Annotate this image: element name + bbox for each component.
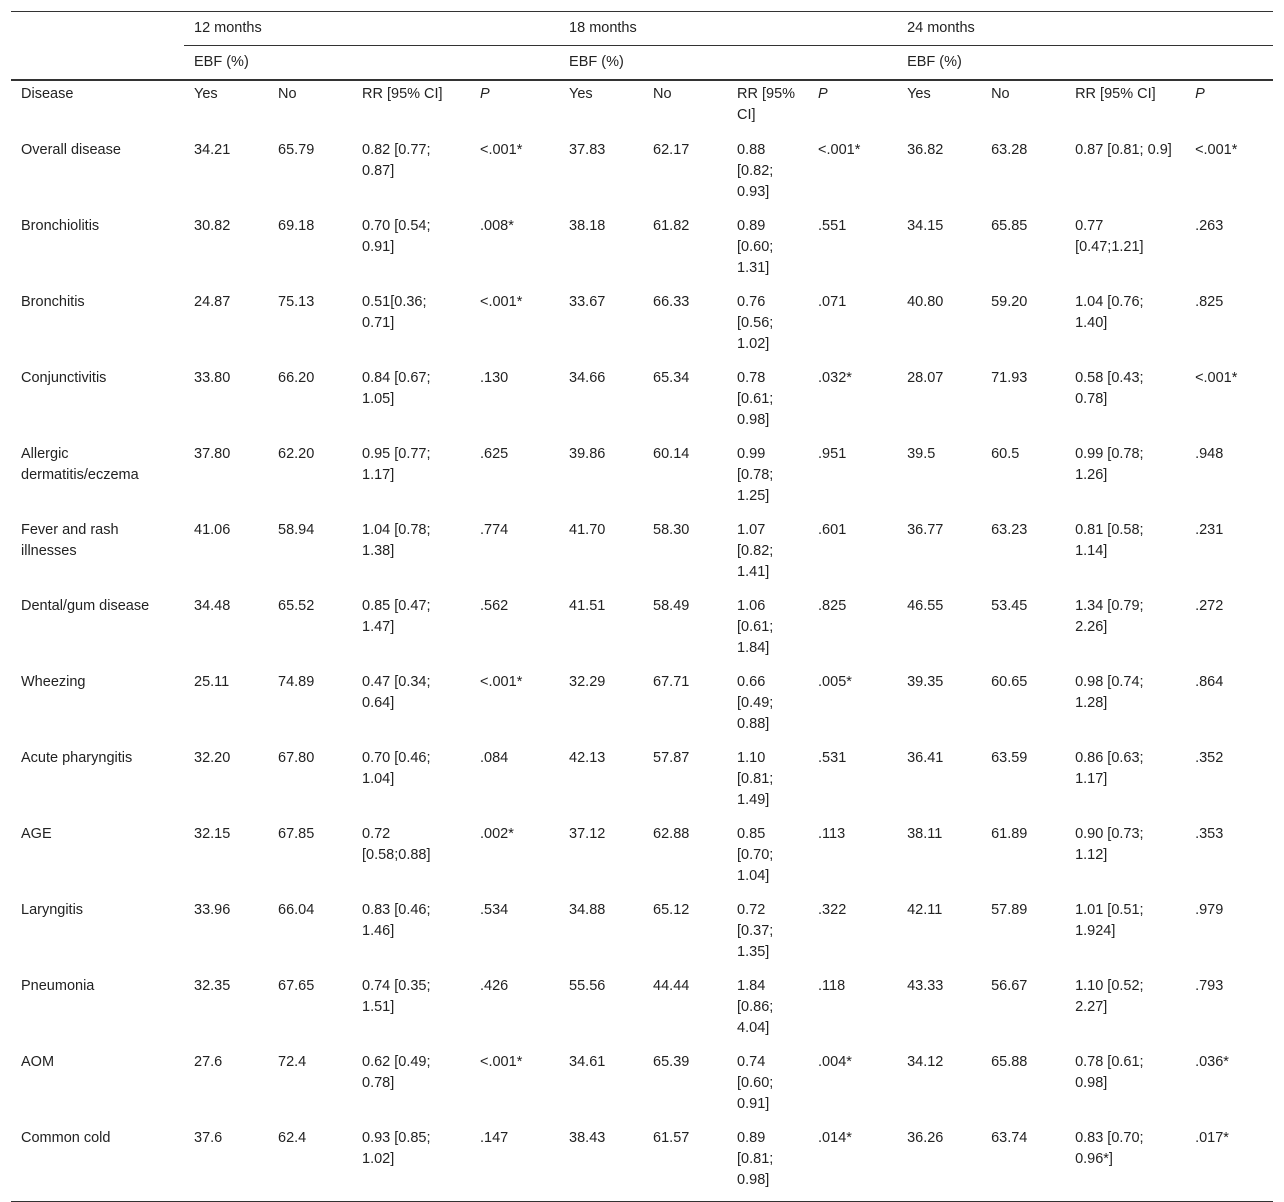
cell-18-p: .014* bbox=[808, 1115, 897, 1202]
cell-12-yes: 34.21 bbox=[194, 142, 231, 158]
cell-12-yes: 37.80 bbox=[194, 446, 231, 462]
cell-18-no: 65.12 bbox=[653, 902, 690, 918]
cell-24-no: 59.20 bbox=[991, 294, 1028, 310]
cell-24-rr: 0.98 [0.74; 1.28] bbox=[1075, 674, 1144, 711]
cell-18-no: 58.49 bbox=[653, 598, 690, 614]
ebf-disease-table bbox=[11, 11, 1273, 1202]
col-24-p: P bbox=[1195, 86, 1205, 102]
col-24-yes: Yes bbox=[907, 86, 931, 102]
cell-12-yes: 32.15 bbox=[194, 826, 231, 842]
cell-18-p: .601 bbox=[818, 522, 847, 538]
cell-24-no: 71.93 bbox=[991, 370, 1028, 386]
cell-24-rr: 0.58 [0.43; 0.78] bbox=[1075, 370, 1144, 407]
cell-18-yes: 55.56 bbox=[569, 978, 606, 994]
cell-disease: Fever and rash illnesses bbox=[21, 522, 119, 559]
cell-24-p: .272 bbox=[1195, 598, 1224, 614]
cell-12-p: .625 bbox=[480, 446, 509, 462]
cell-24-yes: 36.26 bbox=[897, 1115, 981, 1202]
cell-12-p: .562 bbox=[480, 598, 509, 614]
cell-12-rr: 0.47 [0.34; 0.64] bbox=[362, 674, 431, 711]
cell-18-p: .951 bbox=[818, 446, 847, 462]
cell-disease: Overall disease bbox=[21, 142, 121, 158]
cell-12-no: 65.52 bbox=[278, 598, 315, 614]
cell-24-rr: 0.87 [0.81; 0.9] bbox=[1075, 142, 1172, 158]
cell-24-no: 53.45 bbox=[991, 598, 1028, 614]
cell-18-p: .825 bbox=[818, 598, 847, 614]
cell-12-no: 74.89 bbox=[278, 674, 315, 690]
cell-24-yes: 36.77 bbox=[907, 522, 944, 538]
cell-12-no: 67.80 bbox=[278, 750, 315, 766]
cell-12-yes: 32.35 bbox=[194, 978, 231, 994]
cell-18-p: <.001* bbox=[818, 142, 861, 158]
cell-24-p: .793 bbox=[1195, 978, 1224, 994]
cell-12-rr: 1.04 [0.78; 1.38] bbox=[362, 522, 431, 559]
cell-18-yes: 34.61 bbox=[569, 1054, 606, 1070]
cell-18-rr: 0.89 [0.60; 1.31] bbox=[737, 218, 774, 276]
cell-12-rr: 0.72 [0.58;0.88] bbox=[362, 826, 431, 863]
col-12-no: No bbox=[278, 86, 297, 102]
cell-12-yes: 33.96 bbox=[194, 902, 231, 918]
table-body bbox=[11, 128, 1273, 1202]
cell-12-p: <.001* bbox=[480, 1054, 523, 1070]
cell-12-no: 67.85 bbox=[278, 826, 315, 842]
table-row bbox=[11, 128, 1273, 203]
cell-18-no: 65.34 bbox=[653, 370, 690, 386]
subgroup-24-ebf: EBF (%) bbox=[897, 46, 1273, 81]
table-row bbox=[11, 735, 1273, 811]
cell-18-no: 61.82 bbox=[653, 218, 690, 234]
cell-disease: Wheezing bbox=[21, 674, 86, 690]
cell-24-p: .948 bbox=[1195, 446, 1224, 462]
cell-12-p: .008* bbox=[480, 218, 514, 234]
table-row bbox=[11, 583, 1273, 659]
cell-18-yes: 42.13 bbox=[569, 750, 606, 766]
cell-18-p: .531 bbox=[818, 750, 847, 766]
cell-24-rr: 0.78 [0.61; 0.98] bbox=[1075, 1054, 1144, 1091]
cell-disease: Pneumonia bbox=[21, 978, 95, 994]
cell-24-no: 60.65 bbox=[991, 674, 1028, 690]
cell-24-yes: 28.07 bbox=[907, 370, 944, 386]
col-12-p: P bbox=[480, 86, 490, 102]
cell-12-yes: 33.80 bbox=[194, 370, 231, 386]
cell-18-yes: 37.83 bbox=[569, 142, 606, 158]
cell-18-yes: 38.43 bbox=[559, 1115, 643, 1202]
cell-24-yes: 36.41 bbox=[907, 750, 944, 766]
cell-12-p: <.001* bbox=[480, 674, 523, 690]
cell-12-no: 62.4 bbox=[268, 1115, 352, 1202]
table-row bbox=[11, 659, 1273, 735]
cell-24-rr: 0.86 [0.63; 1.17] bbox=[1075, 750, 1144, 787]
table-row bbox=[11, 1115, 1273, 1202]
cell-18-yes: 38.18 bbox=[569, 218, 606, 234]
col-18-no: No bbox=[653, 86, 672, 102]
group-24-months: 24 months bbox=[897, 12, 1273, 46]
cell-12-yes: 24.87 bbox=[194, 294, 231, 310]
cell-disease: Bronchiolitis bbox=[21, 218, 100, 234]
cell-24-no: 57.89 bbox=[991, 902, 1028, 918]
cell-12-rr: 0.93 [0.85; 1.02] bbox=[352, 1115, 470, 1202]
cell-12-rr: 0.95 [0.77; 1.17] bbox=[362, 446, 431, 483]
cell-12-no: 69.18 bbox=[278, 218, 315, 234]
cell-24-p: .036* bbox=[1195, 1054, 1229, 1070]
table-row bbox=[11, 355, 1273, 431]
cell-12-no: 66.20 bbox=[278, 370, 315, 386]
group-18-months: 18 months bbox=[559, 12, 897, 46]
cell-12-rr: 0.84 [0.67; 1.05] bbox=[362, 370, 431, 407]
cell-12-p: .774 bbox=[480, 522, 509, 538]
table-row bbox=[11, 963, 1273, 1039]
cell-disease: AGE bbox=[21, 826, 52, 842]
cell-12-rr: 0.51[0.36; 0.71] bbox=[362, 294, 427, 331]
cell-12-yes: 25.11 bbox=[194, 674, 230, 690]
cell-12-yes: 34.48 bbox=[194, 598, 231, 614]
cell-24-p: .353 bbox=[1195, 826, 1224, 842]
cell-12-no: 75.13 bbox=[278, 294, 315, 310]
cell-18-no: 58.30 bbox=[653, 522, 690, 538]
cell-18-p: .551 bbox=[818, 218, 847, 234]
header-blank-cell bbox=[11, 12, 184, 46]
cell-disease: Dental/gum disease bbox=[21, 598, 150, 614]
cell-18-p: .113 bbox=[818, 826, 846, 842]
results-table-container bbox=[11, 11, 1273, 1202]
table-row bbox=[11, 887, 1273, 963]
cell-18-yes: 32.29 bbox=[569, 674, 606, 690]
cell-12-p: .002* bbox=[480, 826, 514, 842]
cell-24-rr: 1.01 [0.51; 1.924] bbox=[1075, 902, 1144, 939]
table-row bbox=[11, 431, 1273, 507]
group-header-row bbox=[11, 12, 1273, 46]
col-disease: Disease bbox=[21, 86, 74, 102]
table-row bbox=[11, 203, 1273, 279]
cell-12-yes: 30.82 bbox=[194, 218, 231, 234]
cell-24-p: .231 bbox=[1195, 522, 1224, 538]
cell-24-yes: 42.11 bbox=[907, 902, 943, 918]
cell-12-no: 66.04 bbox=[278, 902, 315, 918]
cell-18-rr: 1.07 [0.82; 1.41] bbox=[737, 522, 774, 580]
cell-24-rr: 0.90 [0.73; 1.12] bbox=[1075, 826, 1144, 863]
cell-18-p: .032* bbox=[818, 370, 852, 386]
table-row bbox=[11, 279, 1273, 355]
cell-12-rr: 0.70 [0.54; 0.91] bbox=[362, 218, 431, 255]
cell-18-rr: 0.85 [0.70; 1.04] bbox=[737, 826, 774, 884]
cell-24-yes: 36.82 bbox=[907, 142, 944, 158]
cell-18-rr: 1.06 [0.61; 1.84] bbox=[737, 598, 774, 656]
cell-12-no: 72.4 bbox=[278, 1054, 307, 1070]
cell-24-rr: 1.10 [0.52; 2.27] bbox=[1075, 978, 1144, 1015]
cell-24-p: .017* bbox=[1185, 1115, 1273, 1202]
cell-24-yes: 46.55 bbox=[907, 598, 944, 614]
table-row bbox=[11, 507, 1273, 583]
cell-24-rr: 0.83 [0.70; 0.96*] bbox=[1065, 1115, 1185, 1202]
cell-18-yes: 41.70 bbox=[569, 522, 606, 538]
cell-18-no: 61.57 bbox=[643, 1115, 727, 1202]
cell-18-no: 60.14 bbox=[653, 446, 690, 462]
cell-24-no: 63.28 bbox=[991, 142, 1028, 158]
col-12-yes: Yes bbox=[194, 86, 218, 102]
cell-12-rr: 0.62 [0.49; 0.78] bbox=[362, 1054, 431, 1091]
cell-12-no: 62.20 bbox=[278, 446, 315, 462]
cell-18-p: .322 bbox=[818, 902, 847, 918]
cell-18-no: 62.17 bbox=[653, 142, 690, 158]
cell-18-rr: 0.89 [0.81; 0.98] bbox=[727, 1115, 808, 1202]
cell-24-no: 65.88 bbox=[991, 1054, 1028, 1070]
subheader-blank-cell bbox=[11, 46, 184, 81]
table-row bbox=[11, 1039, 1273, 1115]
subgroup-header-row bbox=[11, 46, 1273, 81]
cell-24-yes: 43.33 bbox=[907, 978, 944, 994]
cell-12-p: .084 bbox=[480, 750, 509, 766]
cell-disease: Acute pharyngitis bbox=[21, 750, 133, 766]
cell-18-yes: 33.67 bbox=[569, 294, 606, 310]
cell-18-rr: 0.88 [0.82; 0.93] bbox=[737, 142, 774, 200]
col-18-p: P bbox=[818, 86, 828, 102]
cell-18-rr: 0.76 [0.56; 1.02] bbox=[737, 294, 774, 352]
cell-24-rr: 0.99 [0.78; 1.26] bbox=[1075, 446, 1144, 483]
cell-18-p: .071 bbox=[818, 294, 847, 310]
cell-12-p: .130 bbox=[480, 370, 509, 386]
cell-12-no: 67.65 bbox=[278, 978, 315, 994]
cell-12-no: 65.79 bbox=[278, 142, 315, 158]
cell-12-yes: 41.06 bbox=[194, 522, 231, 538]
cell-24-p: .352 bbox=[1195, 750, 1224, 766]
cell-12-no: 58.94 bbox=[278, 522, 315, 538]
cell-24-p: .825 bbox=[1195, 294, 1224, 310]
cell-disease: Allergic dermatitis/eczema bbox=[21, 446, 139, 483]
cell-24-p: <.001* bbox=[1195, 142, 1238, 158]
cell-12-rr: 0.85 [0.47; 1.47] bbox=[362, 598, 431, 635]
cell-18-no: 66.33 bbox=[653, 294, 690, 310]
table-row bbox=[11, 811, 1273, 887]
cell-12-yes: 32.20 bbox=[194, 750, 231, 766]
cell-disease: Laryngitis bbox=[21, 902, 84, 918]
cell-18-no: 65.39 bbox=[653, 1054, 690, 1070]
cell-24-rr: 0.81 [0.58; 1.14] bbox=[1075, 522, 1144, 559]
cell-18-rr: 0.78 [0.61; 0.98] bbox=[737, 370, 774, 428]
cell-18-p: .005* bbox=[818, 674, 852, 690]
cell-18-yes: 34.66 bbox=[569, 370, 606, 386]
cell-18-rr: 1.10 [0.81; 1.49] bbox=[737, 750, 774, 808]
cell-24-no: 60.5 bbox=[991, 446, 1020, 462]
cell-24-p: .263 bbox=[1195, 218, 1224, 234]
cell-18-yes: 41.51 bbox=[569, 598, 606, 614]
cell-disease: Conjunctivitis bbox=[21, 370, 107, 386]
cell-24-p: <.001* bbox=[1195, 370, 1238, 386]
cell-24-yes: 34.12 bbox=[907, 1054, 944, 1070]
cell-18-no: 62.88 bbox=[653, 826, 690, 842]
cell-18-rr: 0.99 [0.78; 1.25] bbox=[737, 446, 774, 504]
cell-12-p: <.001* bbox=[480, 142, 523, 158]
cell-24-yes: 39.5 bbox=[907, 446, 936, 462]
cell-12-p: .147 bbox=[470, 1115, 559, 1202]
cell-24-yes: 34.15 bbox=[907, 218, 944, 234]
cell-24-yes: 38.11 bbox=[907, 826, 943, 842]
cell-24-p: .979 bbox=[1195, 902, 1224, 918]
cell-18-no: 57.87 bbox=[653, 750, 690, 766]
cell-18-yes: 34.88 bbox=[569, 902, 606, 918]
cell-18-yes: 37.12 bbox=[569, 826, 606, 842]
cell-disease: Common cold bbox=[11, 1115, 184, 1202]
column-header-row bbox=[11, 80, 1273, 128]
cell-24-rr: 0.77 [0.47;1.21] bbox=[1075, 218, 1144, 255]
group-12-months: 12 months bbox=[184, 12, 559, 46]
subgroup-18-ebf: EBF (%) bbox=[559, 46, 897, 81]
cell-18-rr: 0.72 [0.37; 1.35] bbox=[737, 902, 774, 960]
cell-24-no: 63.74 bbox=[981, 1115, 1065, 1202]
cell-12-yes: 27.6 bbox=[194, 1054, 223, 1070]
cell-24-yes: 39.35 bbox=[907, 674, 944, 690]
cell-12-p: .534 bbox=[480, 902, 509, 918]
cell-18-no: 67.71 bbox=[653, 674, 690, 690]
cell-18-p: .118 bbox=[818, 978, 846, 994]
col-24-rr: RR [95% CI] bbox=[1075, 86, 1156, 102]
cell-12-rr: 0.82 [0.77; 0.87] bbox=[362, 142, 431, 179]
cell-24-p: .864 bbox=[1195, 674, 1224, 690]
cell-24-rr: 1.34 [0.79; 2.26] bbox=[1075, 598, 1144, 635]
col-12-rr: RR [95% CI] bbox=[362, 86, 443, 102]
cell-12-p: <.001* bbox=[480, 294, 523, 310]
cell-24-rr: 1.04 [0.76; 1.40] bbox=[1075, 294, 1144, 331]
cell-24-no: 56.67 bbox=[991, 978, 1028, 994]
cell-12-rr: 0.70 [0.46; 1.04] bbox=[362, 750, 431, 787]
col-24-no: No bbox=[991, 86, 1010, 102]
col-18-rr: RR [95% CI] bbox=[737, 86, 796, 123]
cell-18-rr: 0.66 [0.49; 0.88] bbox=[737, 674, 774, 732]
cell-18-yes: 39.86 bbox=[569, 446, 606, 462]
cell-12-yes: 37.6 bbox=[184, 1115, 268, 1202]
cell-24-no: 63.23 bbox=[991, 522, 1028, 538]
cell-24-no: 61.89 bbox=[991, 826, 1028, 842]
cell-disease: Bronchitis bbox=[21, 294, 85, 310]
cell-18-rr: 1.84 [0.86; 4.04] bbox=[737, 978, 774, 1036]
cell-24-yes: 40.80 bbox=[907, 294, 944, 310]
cell-24-no: 65.85 bbox=[991, 218, 1028, 234]
cell-12-p: .426 bbox=[480, 978, 509, 994]
subgroup-12-ebf: EBF (%) bbox=[184, 46, 559, 81]
cell-24-no: 63.59 bbox=[991, 750, 1028, 766]
cell-18-p: .004* bbox=[818, 1054, 852, 1070]
cell-12-rr: 0.83 [0.46; 1.46] bbox=[362, 902, 431, 939]
cell-12-rr: 0.74 [0.35; 1.51] bbox=[362, 978, 431, 1015]
cell-18-rr: 0.74 [0.60; 0.91] bbox=[737, 1054, 774, 1112]
cell-disease: AOM bbox=[21, 1054, 55, 1070]
cell-18-no: 44.44 bbox=[653, 978, 690, 994]
col-18-yes: Yes bbox=[569, 86, 593, 102]
